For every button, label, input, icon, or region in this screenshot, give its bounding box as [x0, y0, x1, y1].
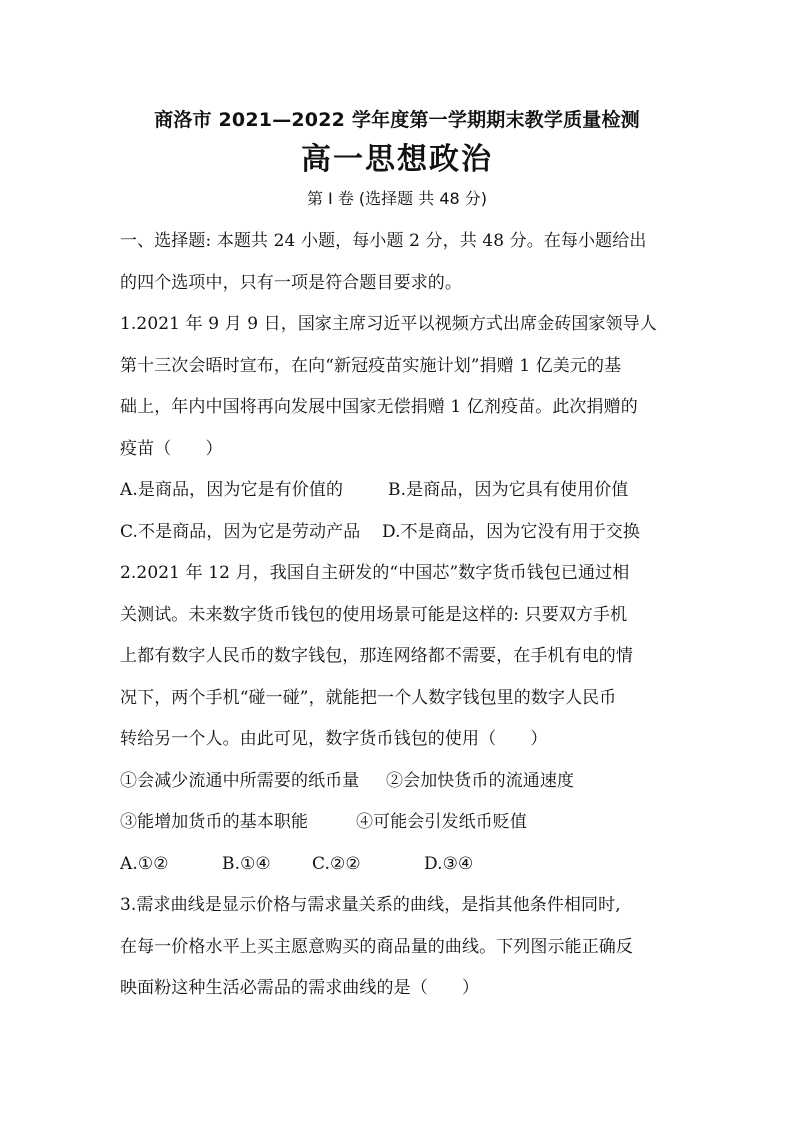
q2-stem-line-1: 2.2021 年 12 月，我国自主研发的“中国芯”数字货币钱包已通过相	[120, 563, 630, 583]
q3-stem-line-3: 映面粉这种生活必需品的需求曲线的是（ ）	[120, 978, 480, 998]
q2-option-a: A.①②	[120, 853, 169, 874]
q2-stem-line-4: 况下，两个手机“碰一碰”，就能把一个人数字钱包里的数字人民币	[120, 687, 617, 708]
q1-option-c: C.不是商品，因为它是劳动产品	[120, 521, 361, 542]
exam-body	[120, 221, 685, 1010]
q2-item-2: ②会加快货币的流通速度	[386, 770, 575, 791]
q2-item-3: ③能增加货币的基本职能	[120, 812, 309, 832]
q2-options-row	[120, 844, 685, 886]
q2-option-c: C.②②	[312, 853, 361, 874]
instructions-line-1: 一、选择题: 本题共 24 小题，每小题 2 分，共 48 分。在每小题给出	[120, 231, 647, 251]
section-subtitle: 第 I 卷 (选择题 共 48 分)	[306, 189, 488, 208]
q2-option-d: D.③④	[424, 853, 474, 874]
q1-options-row-2	[120, 512, 685, 554]
q2-item-1: ①会减少流通中所需要的纸币量	[120, 770, 360, 791]
q2-items-row-1	[120, 761, 685, 803]
q1-stem-line-3: 础上，年内中国将再向发展中国家无偿捐赠 1 亿剂疫苗。此次捐赠的	[120, 397, 638, 417]
subject-title: 高一思想政治	[301, 142, 493, 177]
q2-stem-line-3: 上都有数字人民币的数字钱包，那连网络都不需要，在手机有电的情	[120, 646, 633, 666]
q1-option-b: B.是商品，因为它具有使用价值	[388, 480, 629, 500]
q1-option-d: D.不是商品，因为它没有用于交换	[382, 521, 641, 542]
q3-stem-line-2: 在每一价格水平上买主愿意购买的商品量的曲线。下列图示能正确反	[120, 936, 633, 957]
q1-stem-line-1: 1.2021 年 9 月 9 日，国家主席习近平以视频方式出席金砖国家领导人	[120, 314, 657, 334]
instructions-line-2: 的四个选项中，只有一项是符合题目要求的。	[120, 272, 462, 293]
q1-option-a: A.是商品，因为它是有价值的	[120, 480, 344, 500]
q2-stem-line-2: 关测试。未来数字货币钱包的使用场景可能是这样的: 只要双方手机	[120, 604, 628, 625]
q1-stem-line-2: 第十三次会晤时宣布，在向“新冠疫苗实施计划”捐赠 1 亿美元的基	[120, 355, 622, 376]
q2-items-row-2	[120, 802, 685, 844]
q3-stem-line-1: 3.需求曲线是显示价格与需求量关系的曲线，是指其他条件相同时,	[120, 895, 621, 915]
q1-stem-line-4: 疫苗（ ）	[120, 438, 223, 459]
q2-option-b: B.①④	[222, 853, 271, 874]
q2-item-4: ④可能会引发纸币贬值	[356, 812, 527, 832]
exam-title: 商洛市 2021—2022 学年度第一学期期末教学质量检测	[154, 109, 640, 131]
q2-stem-line-5: 转给另一个人。由此可见，数字货币钱包的使用（ ）	[120, 729, 548, 749]
q1-options-row-1	[120, 470, 685, 512]
